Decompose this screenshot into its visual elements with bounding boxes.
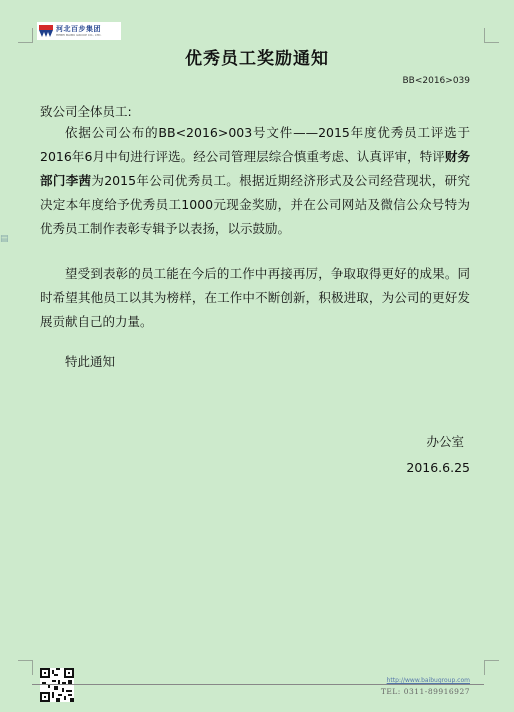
document-number: BB<2016>039: [402, 76, 470, 86]
signature-office: 办公室: [426, 434, 464, 449]
logo-mark-icon: [39, 25, 53, 37]
closing-line: 特此通知: [65, 354, 116, 369]
paragraph-1-text-a: 依据公司公布的BB<2016>003号文件——2015年度优秀员工评选于2016年6月中旬进行评选。经公司管理层综合慎重考虑、认真评审，特评: [40, 125, 470, 164]
footer-website-link[interactable]: http://www.baibugroup.com: [386, 677, 470, 684]
crop-mark-bottom-right: [484, 660, 499, 675]
footer-telephone: TEL: 0311-89916927: [380, 687, 470, 696]
paragraph-1-text-b: 为2015年公司优秀员工。根据近期经济形式及公司经营现状，研究决定本年度给予优秀员工1000元现金奖励，并在公司网站及微信公众号特为优秀员工制作表彰专辑予以表扬，以示鼓励。: [40, 173, 470, 236]
logo-english-name: HEBEI BAIBU GROUP CO., LTD.: [56, 32, 102, 37]
salutation: 致公司全体员工:: [40, 104, 132, 119]
document-title: 优秀员工奖励通知: [185, 49, 329, 69]
signature-date: 2016.6.25: [406, 460, 470, 475]
body-paragraph-2: 望受到表彰的员工能在今后的工作中再接再厉，争取取得更好的成果。同时希望其他员工以其为榜样，在工作中不断创新，积极进取，为公司的更好发展贡献自己的力量。: [40, 266, 470, 329]
crop-mark-top-right: [484, 28, 499, 43]
crop-mark-bottom-left: [18, 660, 33, 675]
company-logo: [37, 22, 121, 40]
body-paragraph-1: [40, 121, 470, 241]
clipboard-icon[interactable]: ▤: [0, 234, 9, 244]
awardee-name: 财务部门李茜: [40, 149, 470, 188]
logo-chinese-name: 河北百步集团: [56, 24, 101, 33]
footer-divider: [32, 684, 484, 685]
qr-code-icon: [40, 668, 74, 702]
crop-mark-top-left: [18, 28, 33, 43]
